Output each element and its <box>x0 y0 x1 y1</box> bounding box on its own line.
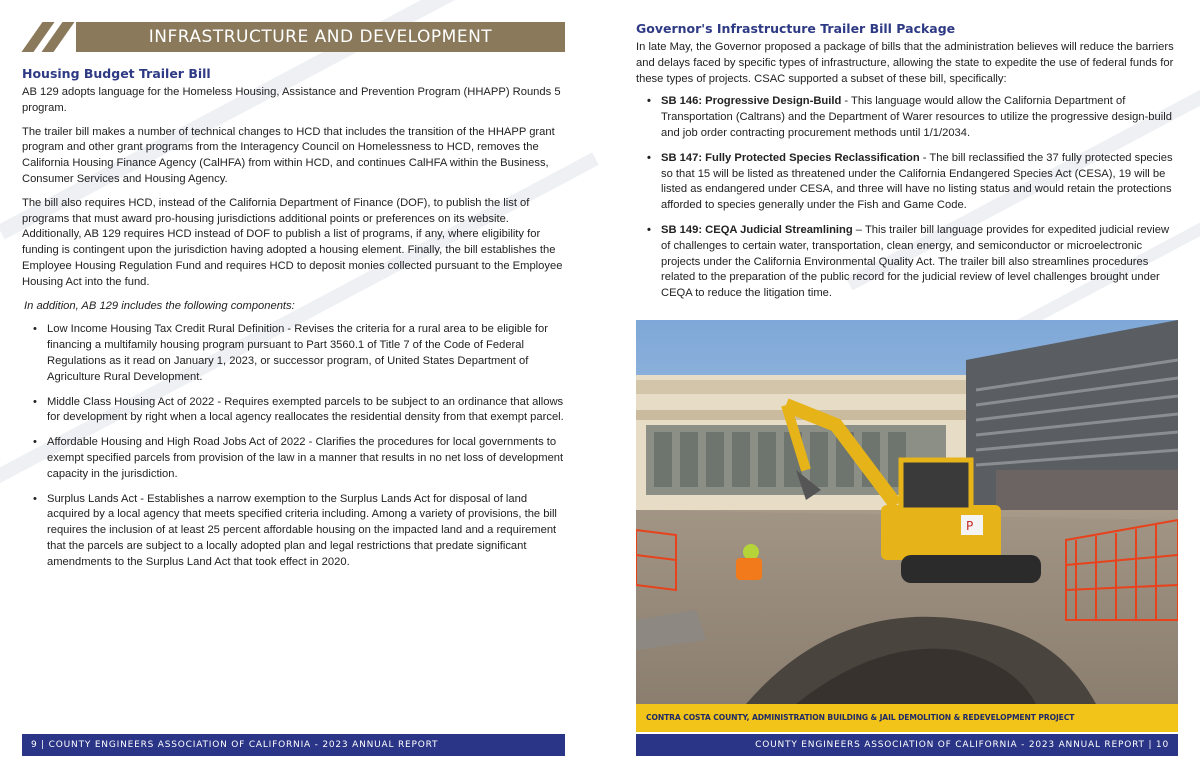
bill-text: - This language would allow the California Department of Transportation (Caltrans) and the Department of Warer resources to utilize the progressive design-build and job order contracting procurement methods until 1/1/2034. <box>661 95 1172 139</box>
list-item <box>636 223 1180 302</box>
list-item <box>22 322 567 385</box>
bill-text: - The bill reclassified the 37 fully protected species so that 15 will be listed as threatened under the California Endangered Species Act (CESA), 19 will be listed as endangered under CESA, and three will have no listing status and would retain the protections afforded to species generally under the Fish and Game Code. <box>661 151 1173 212</box>
right-page <box>600 0 1200 776</box>
bullet-icon: • <box>33 323 37 336</box>
list-item-text: Middle Class Housing Act of 2022 - Requires exempted parcels to be subject to an ordinance that allows for development by right when a local agency reallocates the residential density from that exempt parcel. <box>47 395 564 424</box>
list-item-text: Surplus Lands Act - Establishes a narrow exemption to the Surplus Lands Act for disposal of land acquired by a local agency that meets specified criteria including. Among a variety of provisions, the bill requires the inclusion of at least 25 percent affordable housing on the impacted land and a requirement that the parcels are subject to a locally adopted plan and legal restrictions that predate significant amendments to the Surplus Land Act that took effect in 2020. <box>47 492 557 568</box>
bullet-icon: • <box>33 436 37 449</box>
housing-heading: Housing Budget Trailer Bill <box>22 66 211 81</box>
paragraph: The bill also requires HCD, instead of the California Department of Finance (DOF), to publish the list of programs that must award pro-housing jurisdictions additional points or preferences on its website. Additionally, AB 129 requires HCD instead of DOF to publish a list of programs, if any, where eligibility for funding is contingent upon the jurisdiction having adopted a housing element. Finally, the bill establishes the Employee Housing Regulation Fund and requires HCD to deposit monies collected pursuant to the Employee Housing Act into the fund. <box>22 196 563 288</box>
bullet-icon: • <box>647 151 651 164</box>
page-footer: COUNTY ENGINEERS ASSOCIATION OF CALIFORNIA - 2023 ANNUAL REPORT | 10 <box>636 734 1178 756</box>
paragraph: In late May, the Governor proposed a package of bills that the administration believes will reduce the barriers and delays faced by specific types of infrastructure, allowing the state to expedite the use of federal funds for these types of projects. CSAC supported a subset of these bill, specifically: <box>636 41 1174 85</box>
page-footer: 9 | COUNTY ENGINEERS ASSOCIATION OF CALIFORNIA - 2023 ANNUAL REPORT <box>22 734 565 756</box>
list-item <box>22 435 567 482</box>
list-item-text: Affordable Housing and High Road Jobs Act of 2022 - Clarifies the procedures for local governments to exempt specified parcels from provision of the law in a manner that results in no net loss of development capacity in the jurisdiction. <box>47 436 564 480</box>
list-item-text: Low Income Housing Tax Credit Rural Definition - Revises the criteria for a rural area to be eligible for financing a multifamily housing program pursuant to Part 3560.1 of Title 7 of the Code of Federal Regulations as it read on January 1, 2023, or successor program, of United States Department of Agriculture Rural Development. <box>47 323 548 383</box>
housing-body <box>22 85 567 580</box>
bill-text: – This trailer bill language provides for expedited judicial review of challenges to certain water, transportation, clean energy, and semiconductor or microelectronic projects under the California Environmental Quality Act. The trailer bill also streamlines procedures related to the preparation of the public record for the judicial review of level challenges brought under CEQA to reduce the litigation time. <box>661 223 1170 300</box>
paragraph: AB 129 adopts language for the Homeless Housing, Assistance and Prevention Program (HHAPP) Rounds 5 program. <box>22 86 561 114</box>
bill-title: SB 147: Fully Protected Species Reclassification <box>661 151 920 164</box>
list-item <box>636 94 1180 141</box>
components-list <box>22 322 567 570</box>
governor-heading: Governor's Infrastructure Trailer Bill Package <box>636 21 956 36</box>
svg-text:P: P <box>966 519 974 533</box>
section-banner <box>22 22 565 52</box>
bill-title: SB 149: CEQA Judicial Streamlining <box>661 223 853 236</box>
photo-illustration <box>636 320 1178 704</box>
bullet-icon: • <box>647 95 651 108</box>
paragraph: The trailer bill makes a number of technical changes to HCD that includes the transition of the HHAPP grant program and other grant programs from the Interagency Council on Homelessness to HCD, removes the California Housing Finance Agency (CalHFA) from within HCD, and continues CalHFA within the Business, Consumer Services and Housing Agency. <box>22 125 555 185</box>
bills-list <box>636 94 1180 302</box>
governor-body <box>636 40 1180 311</box>
photo-caption-bar <box>636 704 1178 732</box>
list-item <box>22 395 567 427</box>
construction-photo <box>636 320 1178 704</box>
bill-title: SB 146: Progressive Design-Build <box>661 95 842 108</box>
bullet-icon: • <box>647 223 651 236</box>
bullet-icon: • <box>33 395 37 408</box>
list-item <box>636 151 1180 214</box>
components-intro: In addition, AB 129 includes the following components: <box>24 299 295 312</box>
photo-caption: CONTRA COSTA COUNTY, ADMINISTRATION BUILDING & JAIL DEMOLITION & REDEVELOPMENT PROJECT <box>646 713 1075 722</box>
section-title: INFRASTRUCTURE AND DEVELOPMENT <box>76 22 565 52</box>
list-item <box>22 492 567 571</box>
bullet-icon: • <box>33 492 37 505</box>
